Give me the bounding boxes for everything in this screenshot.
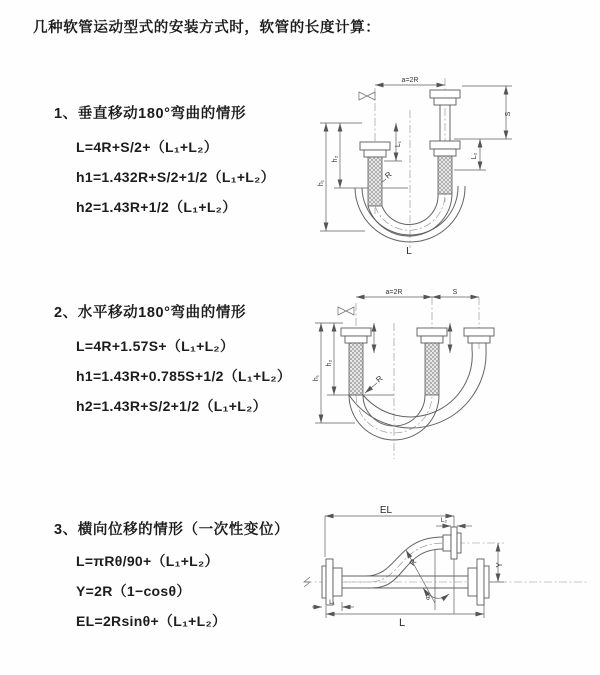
section3-heading: 3、横向位移的情形（一次性变位） bbox=[54, 522, 290, 538]
flange bbox=[457, 533, 461, 553]
flange bbox=[468, 568, 477, 596]
flange bbox=[468, 336, 490, 343]
flange bbox=[345, 336, 367, 343]
dim-label-el: EL bbox=[379, 505, 393, 516]
flange bbox=[360, 142, 390, 150]
flange bbox=[451, 527, 457, 559]
section2-formulas bbox=[76, 331, 291, 421]
dim-label-l: L bbox=[406, 246, 412, 256]
dim-label-h1: h₁ bbox=[313, 374, 320, 382]
section1-formulas bbox=[76, 132, 275, 222]
formula-line: L=πRθ/90+（L₁+L₂） bbox=[76, 553, 219, 569]
flange bbox=[341, 328, 371, 336]
flange bbox=[333, 568, 342, 596]
dim-label-h1: h₁ bbox=[318, 179, 325, 187]
braid-section bbox=[425, 343, 439, 395]
diagram-vertical-180-bend bbox=[310, 66, 590, 256]
flange bbox=[430, 141, 460, 149]
dim-label-a2r: a=2R bbox=[401, 77, 419, 84]
dim-label-l1: L₁ bbox=[395, 140, 402, 148]
flange bbox=[430, 90, 460, 98]
dim-label-theta: θ bbox=[426, 595, 430, 602]
formula-line: h1=1.432R+S/2+1/2（L₁+L₂） bbox=[76, 169, 275, 185]
page-title: 几种软管运动型式的安装方式时，软管的长度计算： bbox=[33, 20, 381, 36]
dim-label-r: R bbox=[374, 373, 385, 385]
dim-label-h2: h₂ bbox=[332, 155, 339, 163]
dim-label-r: R bbox=[383, 169, 394, 181]
formula-line: h2=1.43R+1/2（L₁+L₂） bbox=[76, 199, 237, 215]
braid-section bbox=[349, 343, 363, 395]
flange bbox=[421, 336, 443, 343]
formula-line: EL=2Rsinθ+（L₁+L₂） bbox=[76, 613, 227, 629]
formula-line: h1=1.43R+0.785S+1/2（L₁+L₂） bbox=[76, 368, 292, 384]
valve-icon bbox=[359, 92, 375, 100]
flange bbox=[434, 98, 456, 105]
dim-label-s: S bbox=[452, 289, 458, 296]
dim-label-a2r: a=2R bbox=[385, 289, 403, 296]
flange bbox=[443, 535, 451, 551]
hose-u-bend bbox=[349, 349, 486, 440]
diagram-lateral-displacement bbox=[298, 502, 598, 652]
dimension-lines bbox=[312, 516, 504, 618]
flange bbox=[464, 328, 494, 336]
dim-label-y: Y bbox=[495, 562, 504, 568]
dim-label-l1: L₁ bbox=[329, 599, 335, 606]
dim-label-l2: L₂ bbox=[440, 517, 448, 524]
flange bbox=[484, 566, 489, 598]
dim-label-r: R bbox=[407, 557, 419, 568]
flange bbox=[322, 566, 326, 598]
flange bbox=[364, 150, 386, 157]
formula-line: L=4R+S/2+（L₁+L₂） bbox=[76, 139, 219, 155]
section3-formulas bbox=[76, 546, 226, 636]
section1-heading: 1、垂直移动180°弯曲的情形 bbox=[54, 106, 247, 122]
hose-s-curve bbox=[342, 537, 443, 588]
section2-heading: 2、水平移动180°弯曲的情形 bbox=[54, 305, 247, 321]
dim-label-h2: h₂ bbox=[326, 359, 333, 367]
flange bbox=[477, 559, 484, 605]
diagram-horizontal-180-bend bbox=[307, 283, 592, 463]
dimension-lines bbox=[315, 297, 479, 423]
break-mark bbox=[304, 577, 310, 587]
hose-assembly bbox=[341, 328, 494, 440]
dimension-labels bbox=[318, 77, 512, 256]
hose-assembly bbox=[322, 527, 489, 605]
formula-line: L=4R+1.57S+（L₁+L₂） bbox=[76, 338, 235, 354]
dim-label-l2: L₂ bbox=[471, 152, 478, 160]
flange bbox=[417, 328, 447, 336]
formula-line: Y=2R（1−cosθ） bbox=[76, 583, 191, 599]
formula-line: h2=1.43R+S/2+1/2（L₁+L₂） bbox=[76, 398, 267, 414]
dimension-lines bbox=[320, 85, 512, 231]
flange bbox=[434, 149, 456, 156]
valve-icon bbox=[338, 307, 354, 315]
braid-section bbox=[368, 157, 382, 206]
dim-label-s: S bbox=[505, 111, 512, 117]
braid-section bbox=[438, 156, 452, 194]
dim-label-l: L bbox=[398, 617, 406, 629]
